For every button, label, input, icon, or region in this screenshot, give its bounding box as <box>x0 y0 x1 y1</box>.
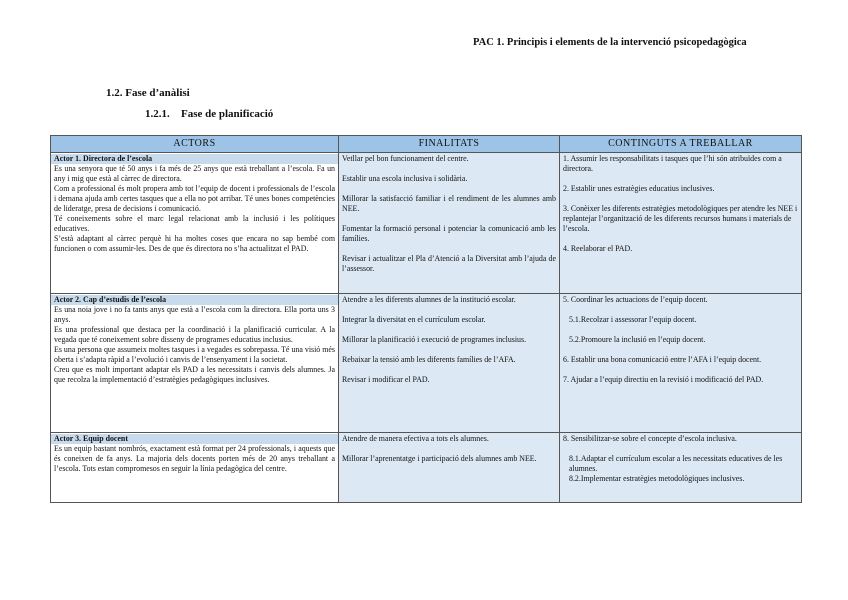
page-header: PAC 1. Principis i elements de la intervenció psicopedagògica <box>473 37 747 48</box>
contingut-item: 6. Establir una bona comunicació entre l’AFA i l’equip docent. <box>563 355 762 364</box>
actor-text: Es una noia jove i no fa tants anys que està a l’escola com la directora. Ella porta uns 3 anys. <box>54 305 335 324</box>
actor-text: Creu que es molt important adaptar els PAD a les necessitats i canvis dels alumnes. Ja que recolza la implementació d’estratègies pedagògiques inclusives. <box>54 365 335 384</box>
actor-text: S’està adaptant al càrrec perquè hi ha moltes coses que encara no sap bembé com funcionen o com assumir-les. Des de que és directora no s’ha actualitzat el PAD. <box>54 234 335 253</box>
contingut-item: 5. Coordinar les actuacions de l’equip docent. <box>563 295 708 304</box>
actor-cell <box>51 153 339 294</box>
finalitat-item: Rebaixar la tensió amb les diferents famílies de l’AFA. <box>342 355 516 364</box>
finalitat-item: Vetllar pel bon funcionament del centre. <box>342 154 469 163</box>
table-row <box>51 294 802 433</box>
contingut-item: 3. Conèixer les diferents estratègies metodològiques per atendre les NEE i replantejar l’organització de les diferents recursos humans i materials de l’escola. <box>563 204 798 233</box>
contingut-item: 8.1.Adaptar el currículum escolar a les necessitats educatives de les alumnes. <box>569 454 783 473</box>
actor-title: Actor 3. Equip docent <box>51 434 338 444</box>
actor-text: Com a professional és molt propera amb tot l’equip de docent i professionals de l’escola i demana ajuda amb certes tasques que a ella no pot arribar. Té unes bones competències de lideratge, presa de decisions i comunicació. <box>54 184 335 213</box>
table-row <box>51 433 802 503</box>
actor-text: Es un equip bastant nombrós, exactament està format per 24 professionals, i aquests que és coneixen de fa anys. La majoria dels docents porten més de 20 anys treballant a l’escola. Tots estan compromesos en seguir la línia pedagògica del centre. <box>54 444 335 473</box>
actor-text: Es una persona que assumeix moltes tasques i a vegades es sobrepassa. Té una visió més oberta i s’adapta ràpid a l’evolució i canvis de l’ensenyament i la societat. <box>54 345 335 364</box>
section-heading: 1.2. Fase d’anàlisi <box>106 87 190 99</box>
table-header-row <box>51 136 802 153</box>
finalitat-item: Atendre de manera efectiva a tots els alumnes. <box>342 434 489 443</box>
contingut-item: 2. Establir unes estratègies educatius inclusives. <box>563 184 715 193</box>
actor-title: Actor 2. Cap d’estudis de l’escola <box>51 295 338 305</box>
continguts-cell <box>560 294 802 433</box>
contingut-item: 8. Sensibilitzar-se sobre el concepte d’escola inclusiva. <box>563 434 737 443</box>
continguts-cell <box>560 153 802 294</box>
finalitat-item: Millorar la satisfacció familiar i el rendiment de les alumnes amb NEE. <box>342 194 556 213</box>
finalitat-item: Millorar la planificació i execució de programes inclusius. <box>342 335 527 344</box>
contingut-item: 4. Reelaborar el PAD. <box>563 244 633 253</box>
contingut-item: 8.2.Implementar estratègies metodològiques inclusives. <box>569 474 745 483</box>
contingut-item: 7. Ajudar a l’equip directiu en la revisió i modificació del PAD. <box>563 375 764 384</box>
finalitat-item: Revisar i modificar el PAD. <box>342 375 430 384</box>
actor-title: Actor 1. Directora de l’escola <box>51 154 338 164</box>
contingut-item: 5.1.Recolzar i assessorar l’equip docent. <box>569 315 697 324</box>
finalitats-cell <box>339 433 560 503</box>
header-finalitats: FINALITATS <box>339 136 560 153</box>
header-continguts: CONTINGUTS A TREBALLAR <box>560 136 802 153</box>
subsection-heading <box>145 108 273 120</box>
actor-cell <box>51 294 339 433</box>
finalitat-item: Fomentar la formació personal i potenciar la comunicació amb les famílies. <box>342 224 556 243</box>
subsection-title: Fase de planificació <box>181 108 274 120</box>
actor-cell <box>51 433 339 503</box>
subsection-number: 1.2.1. <box>145 108 170 120</box>
finalitats-cell <box>339 153 560 294</box>
finalitat-item: Millorar l’aprenentatge i participació dels alumnes amb NEE. <box>342 454 537 463</box>
header-actors: ACTORS <box>51 136 339 153</box>
finalitat-item: Establir una escola inclusiva i solidària. <box>342 174 468 183</box>
actor-text: Té coneixements sobre el marc legal relacionat amb la inclusió i les polítiques educatives. <box>54 214 335 233</box>
contingut-item: 5.2.Promoure la inclusió en l’equip docent. <box>569 335 706 344</box>
finalitat-item: Atendre a les diferents alumnes de la institució escolar. <box>342 295 516 304</box>
finalitat-item: Revisar i actualitzar el Pla d’Atenció a la Diversitat amb l’ajuda de l’assessor. <box>342 254 556 273</box>
finalitat-item: Integrar la diversitat en el currículum escolar. <box>342 315 486 324</box>
actor-text: Es una professional que destaca per la coordinació i la planificació curricular. A la vegada que té coneixement sobre disseny de programes educatius inclusius. <box>54 325 335 344</box>
actor-text: Es una senyora que té 50 anys i fa més de 25 anys que està treballant a l’escola. Fa un any i mig que està al càrrec de directora. <box>54 164 335 183</box>
table-row <box>51 153 802 294</box>
contingut-item: 1. Assumir les responsabilitats i tasques que l’hi són atribuïdes com a directora. <box>563 154 782 173</box>
finalitats-cell <box>339 294 560 433</box>
continguts-cell <box>560 433 802 503</box>
planning-table <box>50 135 802 503</box>
